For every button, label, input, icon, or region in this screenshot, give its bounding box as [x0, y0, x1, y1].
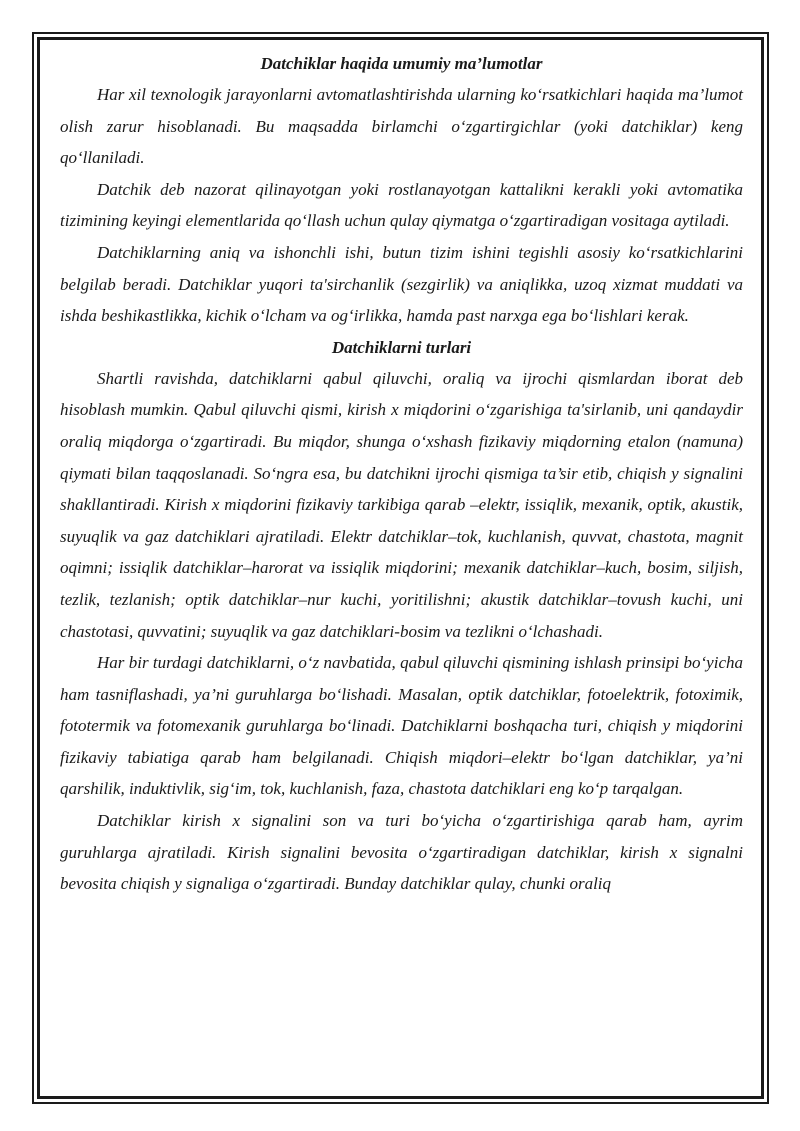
paragraph: Datchiklar kirish x signalini son va turi bo‘yicha o‘zgartirishiga qarab ham, ayrim guruhlarga ajratiladi. Kirish signalini bevosita o‘zgartiradigan datchiklar, kirish x signalni bevosita chiqish y signaliga o‘zgartiradi. Bunday datchiklar qulay, chunki oraliq — [60, 811, 743, 894]
paragraph: Datchik deb nazorat qilinayotgan yoki rostlanayotgan kattalikni kerakli yoki avtomatika tizimining keyingi elementlarida qo‘llash uchun qulay qiymatga o‘zgartiradigan vositaga aytiladi. — [60, 179, 743, 231]
paragraph: Datchiklarning aniq va ishonchli ishi, butun tizim ishini tegishli asosiy ko‘rsatkichlarini belgilab beradi. Datchiklar yuqori ta'sirchanlik (sezgirlik) va aniqlikka, uzoq xizmat muddati va ishda beshikastlikka, kichik o‘lcham va og‘irlikka, hamda past narxga ega bo‘lishlari kerak. — [60, 242, 743, 326]
paragraph: Har xil texnologik jarayonlarni avtomatlashtirishda ularning ko‘rsatkichlari haqida ma’lumot olish zarur hisoblanadi. Bu maqsadda birlamchi o‘zgartirgichlar (yoki datchiklar) keng qo‘llaniladi. — [60, 85, 743, 168]
document-body — [60, 48, 743, 900]
paragraph: Har bir turdagi datchiklarni, o‘z navbatida, qabul qiluvchi qismining ishlash prinsipi bo‘yicha ham tasniflashadi, ya’ni guruhlarga bo‘lishadi. Masalan, optik datchiklar, fotoelektrik, fotoximik, fototermik va fotomexanik guruhlarga bo‘linadi. Datchiklarni boshqacha turi, chiqish y miqdorini fizikaviy tabiatiga qarab ham belgilanadi. Chiqish miqdori–elektr bo‘lgan datchiklar, ya’ni qarshilik, induktivlik, sig‘im, tok, kuchlanish, faza, chastota datchiklari eng ko‘p tarqalgan. — [60, 653, 743, 799]
section-heading-sensor-types: Datchiklarni turlari — [331, 337, 472, 357]
paragraph: Shartli ravishda, datchiklarni qabul qiluvchi, oraliq va ijrochi qismlardan iborat deb hisoblash mumkin. Qabul qiluvchi qismi, kirish x miqdorini o‘zgarishiga ta'sirlanib, uni qandaydir oraliq miqdorga o‘zgartiradi. Bu miqdor, shunga o‘xshash fizikaviy miqdorning etalon (namuna) qiymati bilan taqqoslanadi. So‘ngra esa, bu datchikni ijrochi qismiga ta’sir etib, chiqish y signalini shakllantiradi. Kirish x miqdorini fizikaviy tarkibiga qarab –elektr, issiqlik, mexanik, optik, akustik, suyuqlik va gaz datchiklari ajratiladi. Elektr datchiklar–tok, kuchlanish, quvvat, chastota, magnit oqimni; issiqlik datchiklar–harorat va issiqlik miqdorini; mexanik datchiklar–kuch, bosim, siljish, tezlik, tezlanish; optik datchiklar–nur kuchi, yoritilishni; akustik datchiklar–tovush kuchi, uni chastotasi, quvvatini; suyuqlik va gaz datchiklari-bosim va tezlikni o‘lchashadi. — [60, 368, 743, 641]
section-heading-general-info: Datchiklar haqida umumiy ma’lumotlar — [260, 54, 543, 73]
page-border-inner — [37, 37, 764, 1099]
